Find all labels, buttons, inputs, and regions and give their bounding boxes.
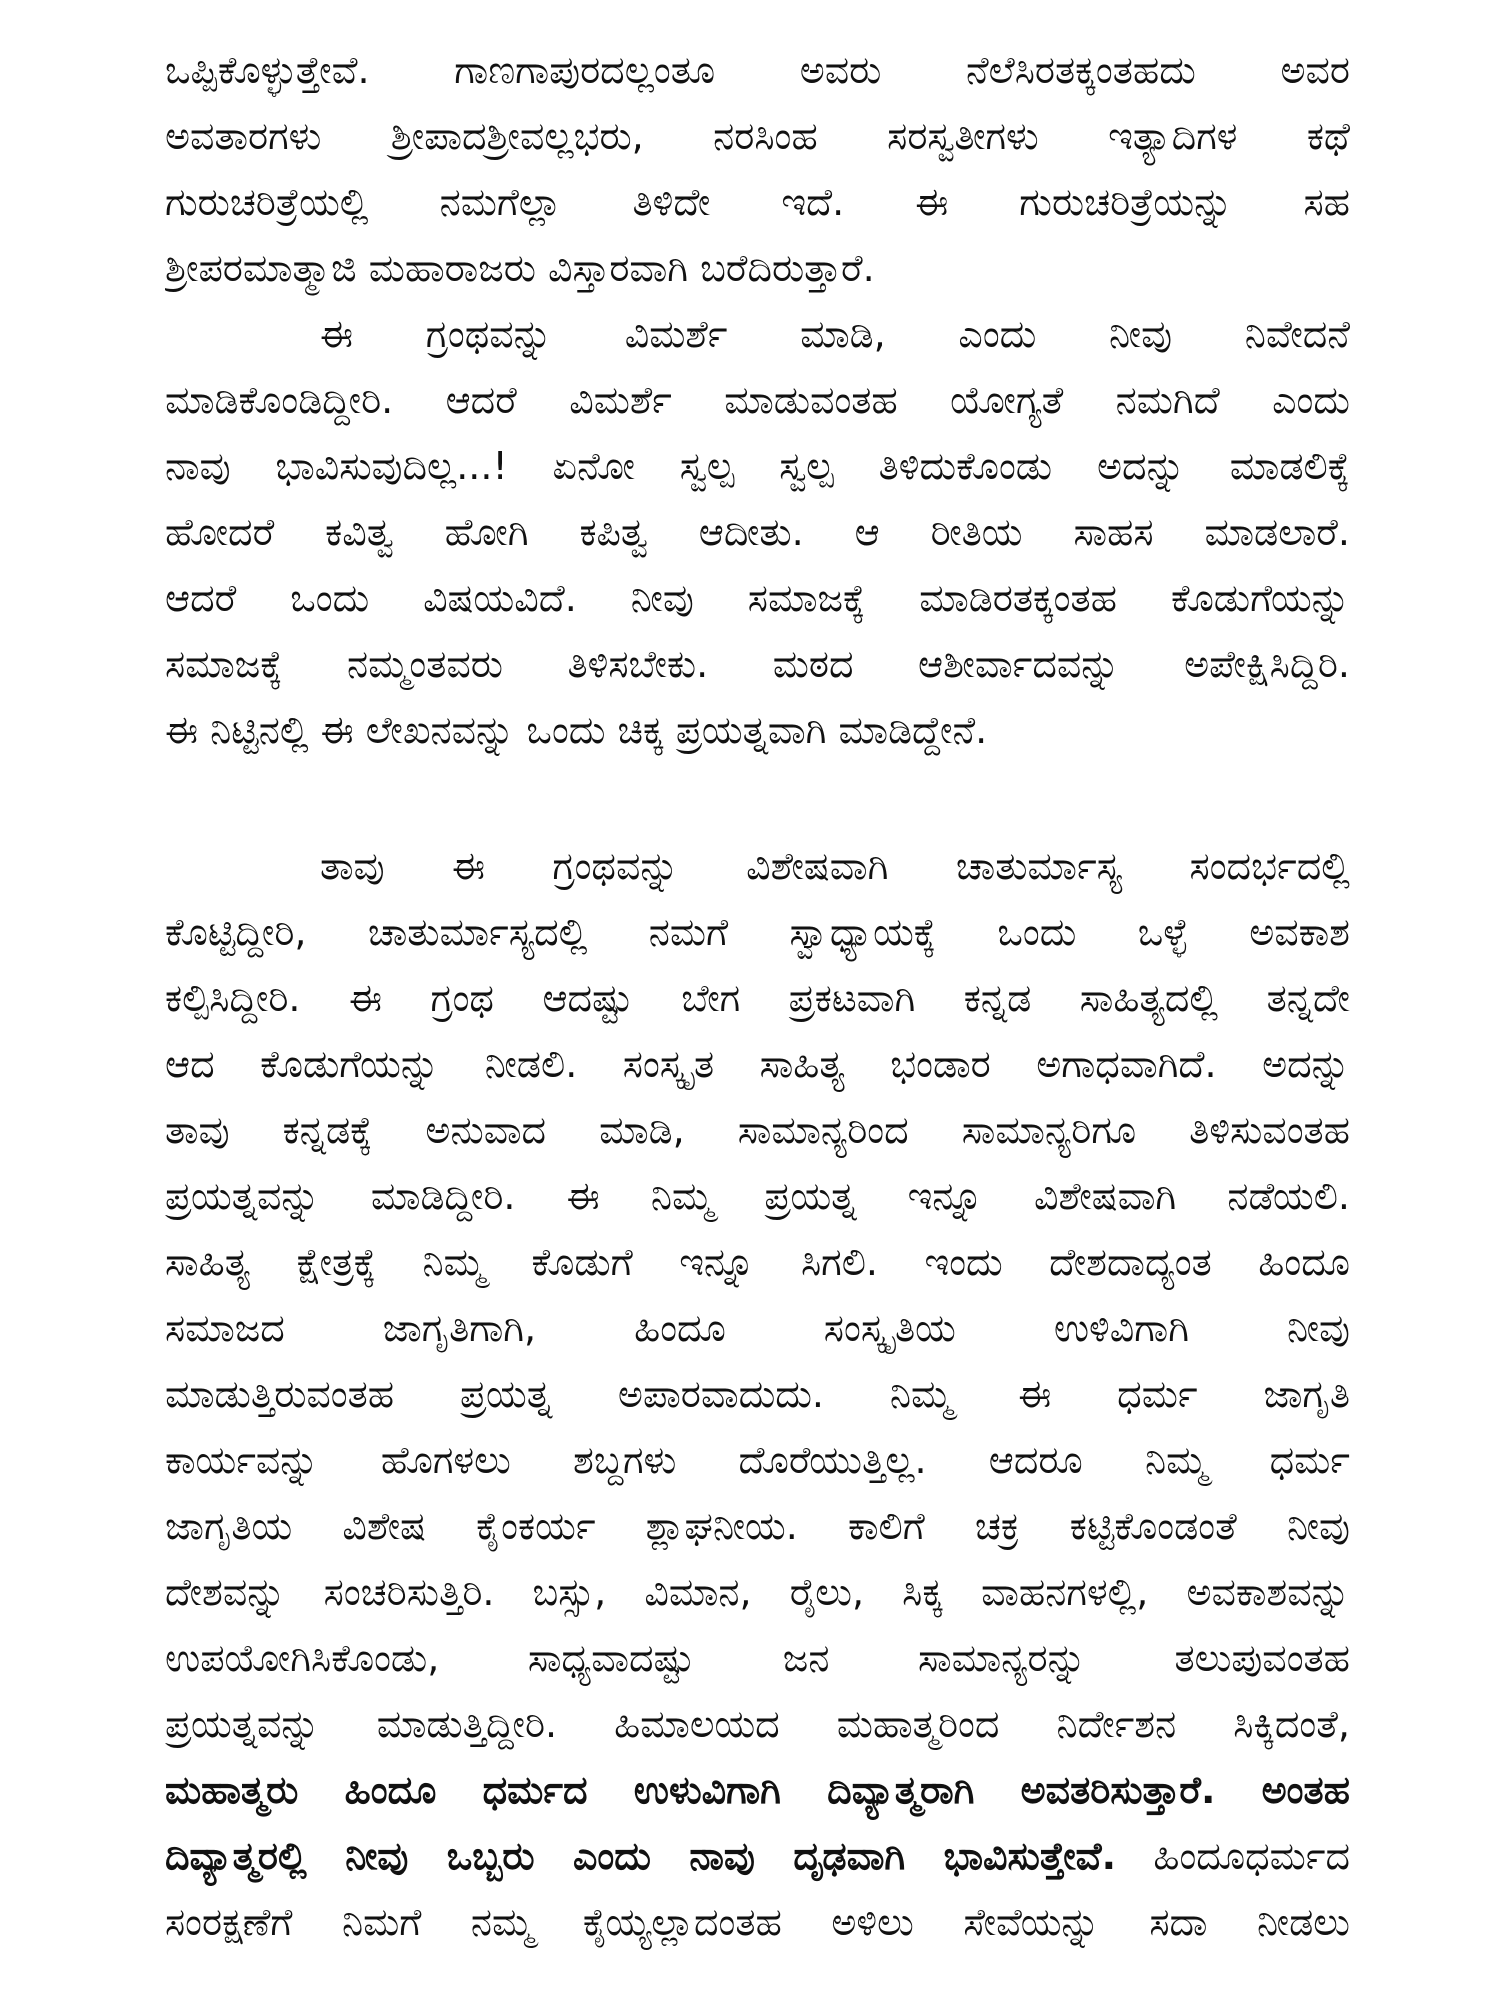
p3-line-14: ಪ್ರಯತ್ನವನ್ನು ಮಾಡುತ್ತಿದ್ದೀರಿ. ಹಿಮಾಲಯದ ಮಹಾತ್ಮರಿಂದ ನಿರ್ದೇಶನ ಸಿಕ್ಕಿದಂತೆ, xyxy=(165,1702,1350,1746)
p2-line-2: ಮಾಡಿಕೊಂಡಿದ್ದೀರಿ. ಆದರೆ ವಿಮರ್ಶೆ ಮಾಡುವಂತಹ ಯೋಗ್ಯತೆ ನಮಗಿದೆ ಎಂದು xyxy=(165,378,1350,422)
p2-line-1: ಈ ಗ್ರಂಥವನ್ನು ವಿಮರ್ಶೆ ಮಾಡಿ, ಎಂದು ನೀವು ನಿವೇದನೆ xyxy=(320,312,1350,356)
p3-line-9: ಮಾಡುತ್ತಿರುವಂತಹ ಪ್ರಯತ್ನ ಅಪಾರವಾದುದು. ನಿಮ್ಮ ಈ ಧರ್ಮ ಜಾಗೃತಿ xyxy=(165,1372,1350,1416)
p3-line-7: ಸಾಹಿತ್ಯ ಕ್ಷೇತ್ರಕ್ಕೆ ನಿಮ್ಮ ಕೊಡುಗೆ ಇನ್ನೂ ಸಿಗಲಿ. ಇಂದು ದೇಶದಾದ್ಯಂತ ಹಿಂದೂ xyxy=(165,1240,1350,1284)
p3-line-5: ತಾವು ಕನ್ನಡಕ್ಕೆ ಅನುವಾದ ಮಾಡಿ, ಸಾಮಾನ್ಯರಿಂದ ಸಾಮಾನ್ಯರಿಗೂ ತಿಳಿಸುವಂತಹ xyxy=(165,1108,1350,1152)
normal-continuation: ಹಿಂದೂಧರ್ಮದ xyxy=(1116,1834,1350,1878)
p3-line-17: ಸಂರಕ್ಷಣೆಗೆ ನಿಮಗೆ ನಮ್ಮ ಕೈಯ್ಯಲ್ಲಾದಂತಹ ಅಳಿಲು ಸೇವೆಯನ್ನು ಸದಾ ನೀಡಲು xyxy=(165,1900,1350,1944)
p1-line-3: ಗುರುಚರಿತ್ರೆಯಲ್ಲಿ ನಮಗೆಲ್ಲಾ ತಿಳಿದೇ ಇದೆ. ಈ ಗುರುಚರಿತ್ರೆಯನ್ನು ಸಹ xyxy=(165,180,1350,224)
p3-line-4: ಆದ ಕೊಡುಗೆಯನ್ನು ನೀಡಲಿ. ಸಂಸ್ಕೃತ ಸಾಹಿತ್ಯ ಭಂಡಾರ ಅಗಾಧವಾಗಿದೆ. ಅದನ್ನು xyxy=(165,1042,1350,1086)
p3-line-15-bold: ಮಹಾತ್ಮರು ಹಿಂದೂ ಧರ್ಮದ ಉಳುವಿಗಾಗಿ ದಿವ್ಯಾತ್ಮರಾಗಿ ಅವತರಿಸುತ್ತಾರೆ. ಅಂತಹ xyxy=(165,1768,1350,1812)
p2-line-5: ಆದರೆ ಒಂದು ವಿಷಯವಿದೆ. ನೀವು ಸಮಾಜಕ್ಕೆ ಮಾಡಿರತಕ್ಕಂತಹ ಕೊಡುಗೆಯನ್ನು xyxy=(165,576,1350,620)
p3-line-8: ಸಮಾಜದ ಜಾಗೃತಿಗಾಗಿ, ಹಿಂದೂ ಸಂಸ್ಕೃತಿಯ ಉಳಿವಿಗಾಗಿ ನೀವು xyxy=(165,1306,1350,1350)
p3-line-12: ದೇಶವನ್ನು ಸಂಚರಿಸುತ್ತಿರಿ. ಬಸ್ಸು, ವಿಮಾನ, ರೈಲು, ಸಿಕ್ಕ ವಾಹನಗಳಲ್ಲಿ, ಅವಕಾಶವನ್ನು xyxy=(165,1570,1350,1614)
p3-line-3: ಕಲ್ಪಿಸಿದ್ದೀರಿ. ಈ ಗ್ರಂಥ ಆದಷ್ಟು ಬೇಗ ಪ್ರಕಟವಾಗಿ ಕನ್ನಡ ಸಾಹಿತ್ಯದಲ್ಲಿ ತನ್ನದೇ xyxy=(165,976,1350,1020)
p1-line-1: ಒಪ್ಪಿಕೊಳ್ಳುತ್ತೇವೆ. ಗಾಣಗಾಪುರದಲ್ಲಂತೂ ಅವರು ನೆಲೆಸಿರತಕ್ಕಂತಹದು ಅವರ xyxy=(165,48,1350,92)
p2-line-7: ಈ ನಿಟ್ಟಿನಲ್ಲಿ ಈ ಲೇಖನವನ್ನು ಒಂದು ಚಿಕ್ಕ ಪ್ರಯತ್ನವಾಗಿ ಮಾಡಿದ್ದೇನೆ. xyxy=(165,708,988,752)
p3-line-6: ಪ್ರಯತ್ನವನ್ನು ಮಾಡಿದ್ದೀರಿ. ಈ ನಿಮ್ಮ ಪ್ರಯತ್ನ ಇನ್ನೂ ವಿಶೇಷವಾಗಿ ನಡೆಯಲಿ. xyxy=(165,1174,1350,1218)
p3-line-13: ಉಪಯೋಗಿಸಿಕೊಂಡು, ಸಾಧ್ಯವಾದಷ್ಟು ಜನ ಸಾಮಾನ್ಯರನ್ನು ತಲುಪುವಂತಹ xyxy=(165,1636,1350,1680)
p1-line-4: ಶ್ರೀಪರಮಾತ್ಮಾಜಿ ಮಹಾರಾಜರು ವಿಸ್ತಾರವಾಗಿ ಬರೆದಿರುತ್ತಾರೆ. xyxy=(165,246,875,290)
p2-line-6: ಸಮಾಜಕ್ಕೆ ನಮ್ಮಂತವರು ತಿಳಿಸಬೇಕು. ಮಠದ ಆಶೀರ್ವಾದವನ್ನು ಅಪೇಕ್ಷಿಸಿದ್ದಿರಿ. xyxy=(165,642,1350,686)
p3-line-2: ಕೊಟ್ಟಿದ್ದೀರಿ, ಚಾತುರ್ಮಾಸ್ಯದಲ್ಲಿ ನಮಗೆ ಸ್ವಾಧ್ಯಾಯಕ್ಕೆ ಒಂದು ಒಳ್ಳೆ ಅವಕಾಶ xyxy=(165,910,1350,954)
p3-line-11: ಜಾಗೃತಿಯ ವಿಶೇಷ ಕೈಂಕರ್ಯ ಶ್ಲಾಘನೀಯ. ಕಾಲಿಗೆ ಚಕ್ರ ಕಟ್ಟಿಕೊಂಡಂತೆ ನೀವು xyxy=(165,1504,1350,1548)
p2-line-3: ನಾವು ಭಾವಿಸುವುದಿಲ್ಲ...! ಏನೋ ಸ್ವಲ್ಪ ಸ್ವಲ್ಪ ತಿಳಿದುಕೊಂಡು ಅದನ್ನು ಮಾಡಲಿಕ್ಕೆ xyxy=(165,444,1350,488)
p2-line-4: ಹೋದರೆ ಕವಿತ್ವ ಹೋಗಿ ಕಪಿತ್ವ ಆದೀತು. ಆ ರೀತಿಯ ಸಾಹಸ ಮಾಡಲಾರೆ. xyxy=(165,510,1350,554)
p3-line-16-mixed xyxy=(165,1826,1350,1886)
bold-statement: ದಿವ್ಯಾತ್ಮರಲ್ಲಿ ನೀವು ಒಬ್ಬರು ಎಂದು ನಾವು ದೃಢವಾಗಿ ಭಾವಿಸುತ್ತೇವೆ. xyxy=(165,1834,1117,1878)
p1-line-2: ಅವತಾರಗಳು ಶ್ರೀಪಾದಶ್ರೀವಲ್ಲಭರು, ನರಸಿಂಹ ಸರಸ್ವತೀಗಳು ಇತ್ಯಾದಿಗಳ ಕಥೆ xyxy=(165,114,1350,158)
p3-line-1: ತಾವು ಈ ಗ್ರಂಥವನ್ನು ವಿಶೇಷವಾಗಿ ಚಾತುರ್ಮಾಸ್ಯ ಸಂದರ್ಭದಲ್ಲಿ xyxy=(320,844,1350,888)
p3-line-10: ಕಾರ್ಯವನ್ನು ಹೊಗಳಲು ಶಬ್ದಗಳು ದೊರೆಯುತ್ತಿಲ್ಲ. ಆದರೂ ನಿಮ್ಮ ಧರ್ಮ xyxy=(165,1438,1350,1482)
